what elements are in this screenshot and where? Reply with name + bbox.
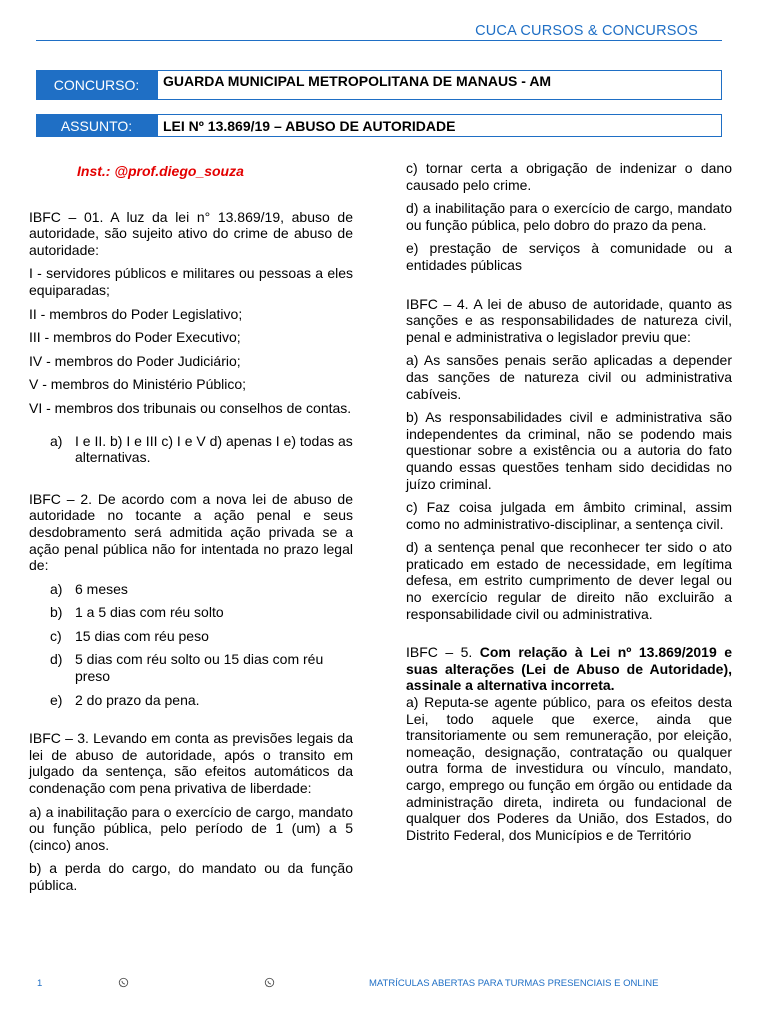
- concurso-value: GUARDA MUNICIPAL METROPOLITANA DE MANAUS - AM: [157, 70, 722, 100]
- question-4-stem: IBFC – 4. A lei de abuso de autoridade, quanto as sanções e as responsabilidades de natureza civil, penal e administrativa o legislador previu que:: [406, 295, 732, 345]
- option-key: d): [50, 651, 63, 668]
- option-key: a): [50, 580, 63, 597]
- page-footer: [0, 978, 768, 992]
- question-1-item: III - membros do Poder Executivo;: [29, 329, 241, 346]
- question-3-option: a) a inabilitação para o exercício de cargo, mandato ou função pública, pelo período de 1 (um) a 5 (cinco) anos.: [29, 803, 353, 853]
- whatsapp-icon: [264, 977, 275, 988]
- brand-title: CUCA CURSOS & CONCURSOS: [475, 23, 698, 39]
- question-4-option: b) As responsabilidades civil e administrativa são independentes da criminal, não se podendo mais questionar sobre a existência ou a autoria do fato quando essas questões tenham sido decididas no juízo criminal.: [406, 409, 732, 492]
- question-1-stem: IBFC – 01. A luz da lei n° 13.869/19, abuso de autoridade, são sujeito ativo do crime de abuso de autoridade:: [29, 208, 353, 258]
- question-2-stem: IBFC – 2. De acordo com a nova lei de abuso de autoridade no tocante a ação penal e seus desdobramento será admitida ação privada se a ação penal pública não for intentada no prazo legal de:: [29, 490, 353, 574]
- concurso-label: CONCURSO:: [36, 70, 157, 100]
- option-key: c): [50, 627, 62, 644]
- option-text: 2 do prazo da pena.: [75, 691, 200, 708]
- question-5-stem-bold: Com relação à Lei nº 13.869/2019 e suas alterações (Lei de Abuso de Autoridade), assinale a alternativa incorreta.: [406, 644, 732, 694]
- question-4-option: a) As sansões penais serão aplicadas a depender das sanções de natureza civil ou administrativa cabíveis.: [406, 352, 732, 402]
- footer-promo-text: MATRÍCULAS ABERTAS PARA TURMAS PRESENCIAIS E ONLINE: [369, 978, 659, 989]
- option-text: 5 dias com réu solto ou 15 dias com réu preso: [75, 651, 324, 685]
- question-5-prefix: IBFC – 5.: [406, 644, 480, 661]
- question-3-stem: IBFC – 3. Levando em conta as previsões legais da lei de abuso de autoridade, após o transito em julgado da sentença, são efeitos automáticos da condenação com pena privativa de liberdade:: [29, 730, 353, 797]
- question-1-options: [29, 433, 353, 466]
- question-2-option: [29, 604, 353, 621]
- option-key: e): [50, 691, 63, 708]
- question-2-option: [29, 581, 353, 598]
- option-text: I e II. b) I e III c) I e V d) apenas I e) todas as alternativas.: [75, 432, 353, 466]
- page-number: 1: [37, 978, 43, 989]
- question-3-option: c) tornar certa a obrigação de indenizar o dano causado pelo crime.: [406, 160, 732, 193]
- option-key: a): [50, 432, 63, 449]
- question-1-item: II - membros do Poder Legislativo;: [29, 305, 243, 322]
- question-1-item: V - membros do Ministério Público;: [29, 376, 247, 393]
- left-column: [29, 160, 353, 901]
- right-column: [406, 160, 732, 850]
- header-divider: [36, 40, 722, 41]
- question-4-option: d) a sentença penal que reconhecer ter sido o ato praticado em estado de necessidade, em legítima defesa, em estrito cumprimento de dever legal ou no exercício regular de direito não excluirão a responsabilidade civil ou administrativa.: [406, 539, 732, 622]
- question-2-option: [29, 692, 353, 709]
- option-text: 1 a 5 dias com réu solto: [75, 604, 224, 621]
- option-text: 6 meses: [75, 580, 128, 597]
- question-3-option: e) prestação de serviços à comunidade ou a entidades públicas: [406, 240, 732, 273]
- question-1-item: VI - membros dos tribunais ou conselhos de contas.: [29, 399, 352, 416]
- assunto-value: LEI Nº 13.869/19 – ABUSO DE AUTORIDADE: [157, 114, 722, 137]
- question-2-option: [29, 628, 353, 645]
- question-1-item: IV - membros do Poder Judiciário;: [29, 352, 241, 369]
- whatsapp-icon: [118, 977, 129, 988]
- question-3-option: d) a inabilitação para o exercício de cargo, mandato ou função pública, pelo dobro do prazo da pena.: [406, 200, 732, 233]
- question-3-option: b) a perda do cargo, do mandato ou da função pública.: [29, 860, 353, 893]
- question-2-option: [29, 651, 353, 684]
- question-5-stem: [406, 644, 732, 694]
- question-4-option: c) Faz coisa julgada em âmbito criminal, assim como no administrativo-disciplinar, a sentença civil.: [406, 499, 732, 532]
- assunto-label: ASSUNTO:: [36, 114, 157, 137]
- option-text: 15 dias com réu peso: [75, 627, 209, 644]
- instructor-handle: Inst.: @prof.diego_souza: [77, 163, 244, 179]
- question-5-option: a) Reputa-se agente público, para os efeitos desta Lei, todo aquele que exerce, ainda que transitoriamente ou sem remuneração, por eleição, nomeação, designação, contratação ou qualquer outra forma de investidura ou vínculo, mandato, cargo, emprego ou função em órgão ou entidade da administração direta, indireta ou fundacional de qualquer dos Poderes da União, dos Estados, do Distrito Federal, dos Municípios e de Território: [406, 694, 732, 843]
- question-1-item: I - servidores públicos e militares ou pessoas a eles equiparadas;: [29, 265, 353, 298]
- option-key: b): [50, 604, 63, 621]
